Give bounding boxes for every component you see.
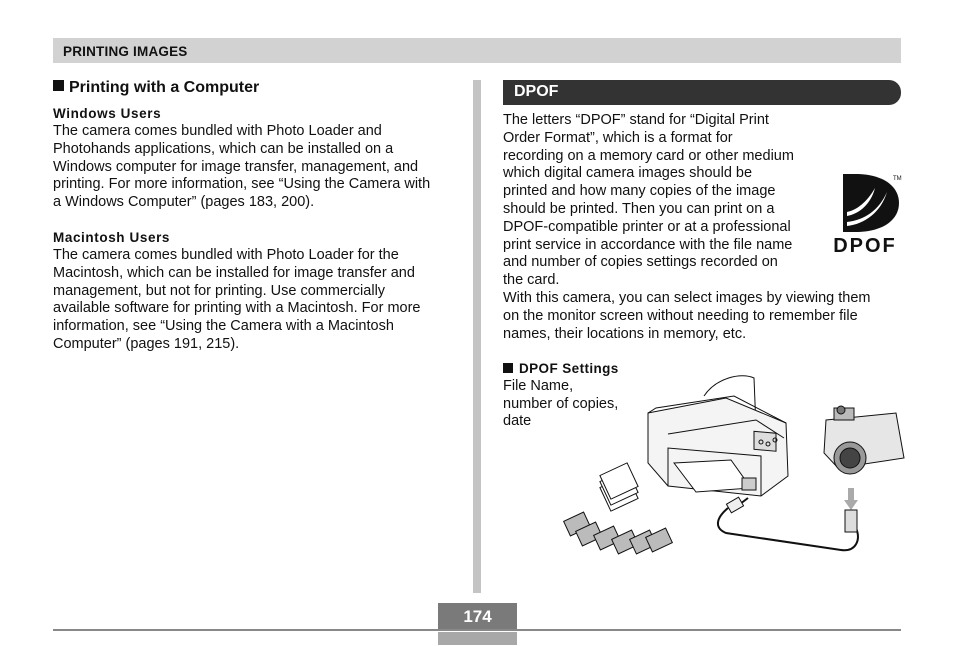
macintosh-paragraph [53, 247, 458, 354]
section-title-printing-computer: Printing with a Computer [53, 78, 458, 98]
mac-line: available software for printing with a Macintosh. For more [53, 300, 421, 317]
dpof-logo-icon [825, 168, 905, 258]
intro-line: should be printed. Then you can print on a [503, 200, 775, 217]
logo-text: DPOF [833, 235, 897, 257]
mac-line: Macintosh, which can be installed for image transfer and [53, 264, 415, 281]
windows-heading: Windows Users [53, 106, 162, 121]
windows-line: a Windows Computer” (pages 183, 200). [53, 194, 315, 211]
windows-line: The camera comes bundled with Photo Loader and [53, 123, 382, 139]
macintosh-heading: Macintosh Users [53, 229, 171, 245]
intro-line: DPOF-compatible printer or at a professional [503, 218, 791, 235]
square-bullet-icon [53, 80, 64, 91]
dpof-settings-heading: DPOF Settings [503, 360, 643, 378]
intro-line: recording on a memory card or other medium [503, 147, 794, 164]
camera-line: With this camera, you can select images by viewing them [503, 289, 871, 306]
mac-line: information, see “Using the Camera with a Macintosh [53, 318, 394, 335]
intro-line: which digital camera images should be [503, 165, 753, 182]
square-bullet-icon [503, 363, 513, 373]
printer-camera-illustration [556, 368, 906, 568]
mac-line: management, but not for printing. Use commercially [53, 282, 386, 299]
windows-line: Windows computer for image transfer, management, and [53, 158, 419, 175]
settings-line: number of copies, [503, 395, 619, 412]
intro-line: The letters “DPOF” stand for “Digital Print [503, 112, 769, 128]
page-number: 174 [463, 607, 492, 626]
settings-line: File Name, [503, 377, 574, 394]
windows-line: printing. For more information, see “Using the Camera with [53, 176, 431, 193]
intro-line: and number of copies settings recorded on [503, 254, 778, 271]
page-number-box [438, 603, 517, 629]
logo-tm: TM [893, 176, 902, 182]
windows-paragraph [53, 123, 458, 212]
dpof-section-title: DPOF [514, 83, 559, 100]
camera-line: on the monitor screen without needing to remember file [503, 307, 858, 324]
mac-line: Computer” (pages 191, 215). [53, 335, 240, 352]
mac-line: The camera comes bundled with Photo Loader for the [53, 246, 399, 263]
settings-line: date [503, 413, 532, 430]
column-divider [473, 80, 481, 593]
memory-card [845, 510, 857, 532]
intro-line: printed and how many copies of the image [503, 183, 776, 200]
camera-line: names, their locations in memory, etc. [503, 325, 747, 342]
intro-line: Order Format”, which is a format for [503, 129, 733, 146]
left-column [53, 78, 458, 354]
page-number-tab [438, 632, 517, 645]
header-title: PRINTING IMAGES [63, 44, 188, 59]
intro-line: print service in accordance with the file name [503, 236, 793, 253]
windows-line: Photohands applications, which can be installed on a [53, 140, 394, 157]
intro-line: the card. [503, 272, 560, 289]
dpof-section-bar [503, 80, 901, 105]
page-header [53, 38, 901, 63]
